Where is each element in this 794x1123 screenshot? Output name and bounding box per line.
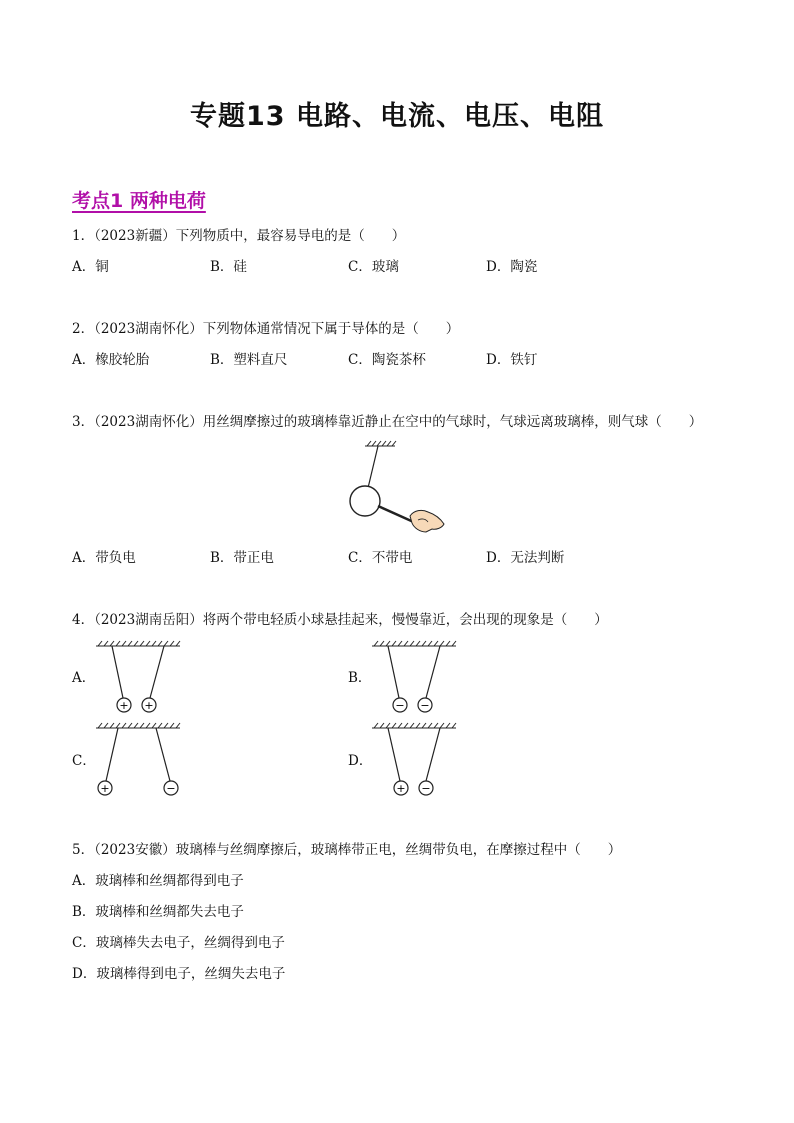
q1-option-a: A．铜 [72, 259, 109, 275]
section-heading: 考点1 两种电荷 [72, 190, 206, 212]
charge-label: − [166, 782, 176, 795]
ceiling-hatch [365, 441, 396, 446]
q4-option-c-figure [94, 720, 204, 800]
q5-option-d: D．玻璃棒得到电子，丝绸失去电子 [72, 966, 286, 982]
q4-option-c-label: C． [72, 753, 96, 769]
charge-label: + [144, 699, 154, 712]
charge-label: + [396, 782, 406, 795]
q4-option-d-figure [370, 720, 460, 800]
q2-option-b: B．塑料直尺 [210, 352, 288, 368]
q1-option-c: C．玻璃 [348, 259, 399, 275]
q2-option-d: D．铁钉 [486, 352, 538, 368]
q5-option-b: B．玻璃棒和丝绸都失去电子 [72, 904, 244, 920]
ceiling-hatch [372, 641, 456, 646]
q2-option-c: C．陶瓷茶杯 [348, 352, 426, 368]
q2-option-a: A．橡胶轮胎 [72, 352, 150, 368]
q4-option-b-label: B． [348, 670, 372, 686]
ceiling-hatch [96, 723, 180, 728]
page-title: 专题13 电路、电流、电压、电阻 [190, 101, 604, 132]
question-5-stem: 5．（2023安徽）玻璃棒与丝绸摩擦后，玻璃棒带正电，丝绸带负电，在摩擦过程中（ ） [72, 842, 622, 858]
q1-option-d: D．陶瓷 [486, 259, 538, 275]
suspension-string [368, 446, 378, 488]
charge-label: + [119, 699, 129, 712]
q3-option-a: A．带负电 [72, 550, 136, 566]
q5-option-a: A．玻璃棒和丝绸都得到电子 [72, 873, 244, 889]
charge-label: − [395, 699, 405, 712]
balloon [350, 486, 380, 516]
question-4-stem: 4．（2023湖南岳阳）将两个带电轻质小球悬挂起来，慢慢靠近，会出现的现象是（ ） [72, 612, 608, 628]
q4-option-d-label: D． [348, 753, 373, 769]
charge-label: + [100, 782, 110, 795]
balloon-glass-rod-figure [340, 436, 450, 538]
q1-option-b: B．硅 [210, 259, 247, 275]
ceiling-hatch [96, 641, 180, 646]
question-2-stem: 2．（2023湖南怀化）下列物体通常情况下属于导体的是（ ） [72, 321, 460, 337]
ceiling-hatch [372, 723, 456, 728]
q4-option-a-figure [94, 638, 184, 716]
q5-option-c: C．玻璃棒失去电子，丝绸得到电子 [72, 935, 285, 951]
q4-option-a-label: A． [72, 670, 96, 686]
question-1-stem: 1．（2023新疆）下列物质中，最容易导电的是（ ） [72, 228, 406, 244]
question-3-stem: 3．（2023湖南怀化）用丝绸摩擦过的玻璃棒靠近静止在空中的气球时，气球远离玻璃棒，则气球（ ） [72, 414, 703, 430]
q3-option-b: B．带正电 [210, 550, 274, 566]
q3-option-d: D．无法判断 [486, 550, 565, 566]
q4-option-b-figure [370, 638, 460, 716]
charge-label: − [421, 782, 431, 795]
q3-option-c: C．不带电 [348, 550, 413, 566]
charge-label: − [420, 699, 430, 712]
